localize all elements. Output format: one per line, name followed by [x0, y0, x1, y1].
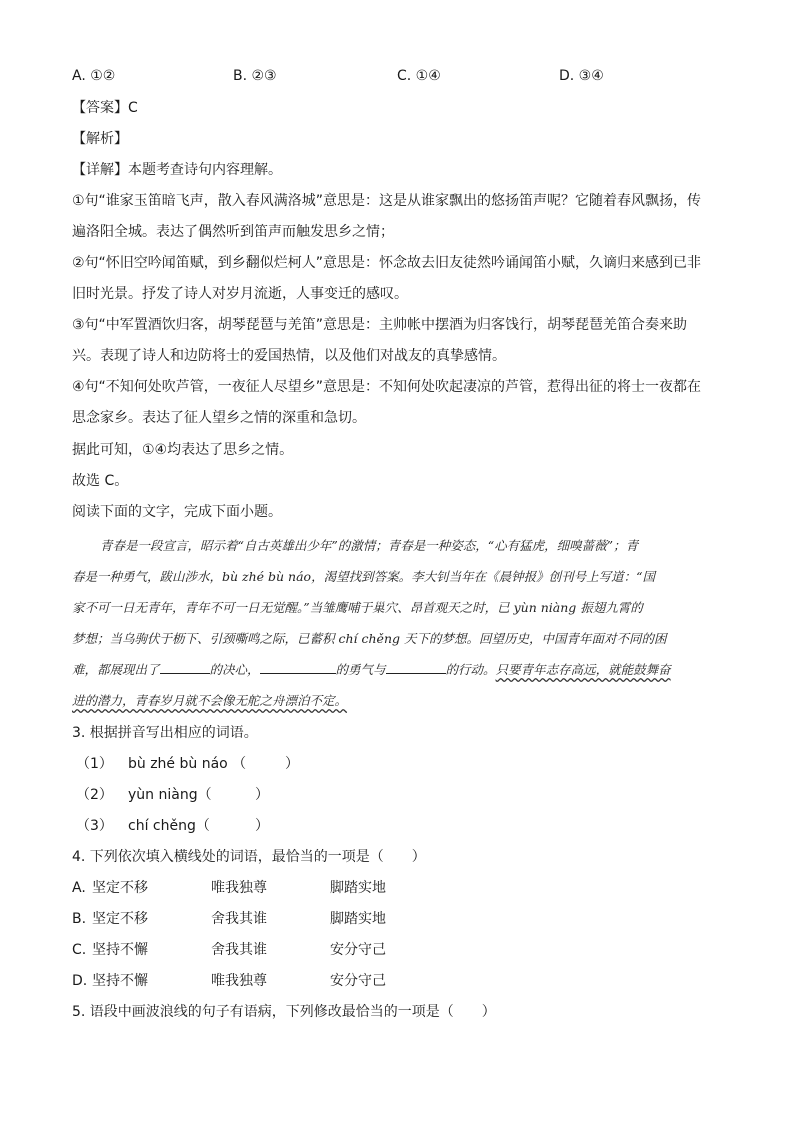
passage-line-2: 春是一种勇气，跋山涉水，bù zhé bù náo，渴望找到答案。李大钊当年在《晨钟报》创刊号上写道：“国 [72, 569, 655, 584]
q4-option-label: B. [72, 911, 87, 927]
option-a: A. ①② [72, 68, 116, 84]
explanation-3-a: ③句“中军置酒饮归客，胡琴琵琶与羌笛”意思是：主帅帐中摆酒为归客饯行，胡琴琵琶羌笛合奏来助 [72, 317, 688, 333]
q3-item-text: chí chěng（ [128, 818, 210, 834]
explanation-1-a: ①句“谁家玉笛暗飞声，散入春风满洛城”意思是：这是从谁家飘出的悠扬笛声呢？它随着春风飘扬，传 [72, 193, 702, 209]
detail-label: 【详解】本题考查诗句内容理解。 [72, 162, 282, 178]
q3-item-1 [72, 754, 372, 774]
q4-word-3: 脚踏实地 [330, 880, 386, 896]
q3-item-close: ） [255, 787, 269, 803]
q4-word-1: 坚持不懈 [92, 973, 148, 989]
wavy-sentence-part-2: 进的潜力，青春岁月就不会像无舵之舟漂泊不定。 [72, 693, 348, 708]
choice-statement: 故选 C。 [72, 473, 129, 489]
q4-option-c [72, 940, 472, 960]
q4-option-label: D. [72, 973, 88, 989]
conclusion: 据此可知，①④均表达了思乡之情。 [72, 442, 294, 458]
q4-option-label: C. [72, 942, 87, 958]
fill-blank-3 [386, 659, 446, 674]
passage-text: 难，都展现出了 [72, 662, 160, 677]
question-5: 5. 语段中画波浪线的句子有语病，下列修改最恰当的一项是（ ） [72, 1004, 496, 1020]
q3-item-close: ） [255, 818, 269, 834]
passage-text: 的决心， [209, 662, 260, 677]
q4-option-label: A. [72, 880, 86, 896]
option-c: C. ①④ [397, 68, 441, 84]
options-row-top [72, 66, 672, 86]
q4-word-2: 唯我独尊 [211, 973, 267, 989]
passage-line-4: 梦想；当乌驹伏于枥下、引颈嘶鸣之际，已蓄积 chí chěng 天下的梦想。回望历史，中国青年面对不同的困 [72, 631, 667, 646]
q4-word-1: 坚定不移 [92, 880, 148, 896]
q3-item-text: yùn niàng（ [128, 787, 212, 803]
explanation-4-a: ④句“不知何处吹芦管，一夜征人尽望乡”意思是：不知何处吹起凄凉的芦管，惹得出征的将士一夜都在 [72, 379, 702, 395]
explanation-4-b: 思念家乡。表达了征人望乡之情的深重和急切。 [72, 410, 366, 426]
wavy-sentence-part-1: 只要青年志存高远，就能鼓舞奋 [495, 662, 671, 677]
q3-item-close: ） [285, 756, 299, 772]
q4-word-2: 舍我其谁 [211, 942, 267, 958]
fill-blank-1 [160, 659, 210, 674]
question-4: 4. 下列依次填入横线处的词语，最恰当的一项是（ ） [72, 849, 426, 865]
option-b: B. ②③ [233, 68, 277, 84]
passage-line-1: 青春是一段宣言，昭示着“自古英雄出少年”的激情；青春是一种姿态，“心有猛虎，细嗅蔷薇”；青 [100, 538, 639, 553]
q4-word-3: 安分守己 [330, 942, 386, 958]
explanation-2-b: 旧时光景。抒发了诗人对岁月流逝，人事变迁的感叹。 [72, 286, 408, 302]
q4-option-d [72, 971, 472, 991]
passage-text: 的行动。 [445, 662, 496, 677]
reading-intro: 阅读下面的文字，完成下面小题。 [72, 504, 282, 520]
option-d: D. ③④ [559, 68, 604, 84]
q4-word-2: 舍我其谁 [211, 911, 267, 927]
passage-line-3: 家不可一日无青年，青年不可一日无觉醒。”当雏鹰哺于巢穴、昂首观天之时，已 yùn niàng 振翅九霄的 [72, 600, 643, 615]
q4-word-3: 脚踏实地 [330, 911, 386, 927]
q4-option-a [72, 878, 472, 898]
q4-word-1: 坚定不移 [92, 911, 148, 927]
q4-word-1: 坚持不懈 [92, 942, 148, 958]
explanation-3-b: 兴。表现了诗人和边防将士的爱国热情，以及他们对战友的真挚感情。 [72, 348, 506, 364]
q4-word-2: 唯我独尊 [211, 880, 267, 896]
q3-item-2 [72, 785, 372, 805]
q3-item-number: （2） [76, 787, 113, 803]
passage-text: 的勇气与 [335, 662, 386, 677]
q3-item-number: （3） [76, 818, 113, 834]
explanation-2-a: ②句“怀旧空吟闻笛赋，到乡翻似烂柯人”意思是：怀念故去旧友徒然吟诵闻笛小赋，久谪归来感到已非 [72, 255, 702, 271]
passage-line-5 [72, 654, 671, 685]
question-3: 3. 根据拼音写出相应的词语。 [72, 725, 258, 741]
explanation-1-b: 遍洛阳全城。表达了偶然听到笛声而触发思乡之情； [72, 224, 394, 240]
q3-item-number: （1） [76, 756, 113, 772]
q4-word-3: 安分守己 [330, 973, 386, 989]
q4-option-b [72, 909, 472, 929]
q3-item-3 [72, 816, 372, 836]
analysis-label: 【解析】 [72, 131, 128, 147]
q3-item-text: bù zhé bù náo （ [128, 756, 247, 772]
reading-passage [72, 530, 724, 720]
fill-blank-2 [260, 659, 336, 674]
answer-label: 【答案】C [72, 100, 138, 116]
